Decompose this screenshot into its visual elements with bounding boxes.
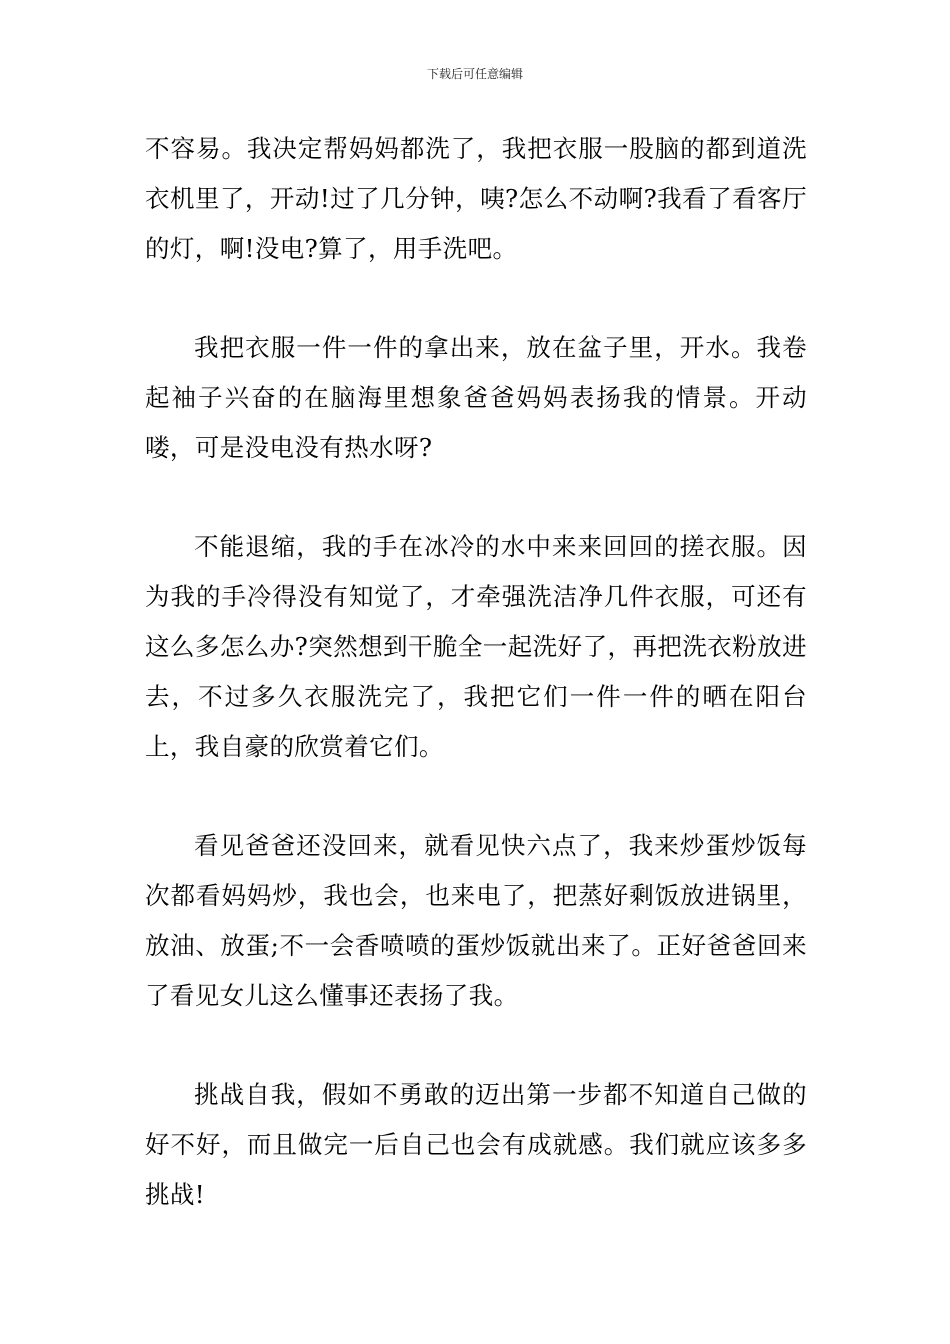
- paragraph-5: 挑战自我，假如不勇敢的迈出第一步都不知道自己做的好不好，而且做完一后自己也会有成就感。我们就应该多多挑战!: [145, 1080, 807, 1209]
- paragraph-gap: [145, 772, 807, 821]
- paragraph-4: 看见爸爸还没回来，就看见快六点了，我来炒蛋炒饭每次都看妈妈炒，我也会，也来电了，把蒸好剩饭放进锅里，放油、放蛋;不一会香喷喷的蛋炒饭就出来了。正好爸爸回来了看见女儿这么懂事还表扬了我。: [145, 831, 807, 1010]
- paragraph-2: 我把衣服一件一件的拿出来，放在盆子里，开水。我卷起袖子兴奋的在脑海里想象爸爸妈妈表扬我的情景。开动喽，可是没电没有热水呀?: [145, 333, 807, 462]
- paragraph-gap: [145, 1021, 807, 1070]
- paragraph-gap: [145, 473, 807, 522]
- paragraph-3: 不能退缩，我的手在冰冷的水中来来回回的搓衣服。因为我的手冷得没有知觉了，才牵强洗洁净几件衣服，可还有这么多怎么办?突然想到干脆全一起洗好了，再把洗衣粉放进去，不过多久衣服洗完了，我把它们一件一件的晒在阳台上，我自豪的欣赏着它们。: [145, 532, 807, 761]
- paragraph-gap: [145, 274, 807, 323]
- paragraph-1: 不容易。我决定帮妈妈都洗了，我把衣服一股脑的都到道洗衣机里了，开动!过了几分钟，咦?怎么不动啊?我看了看客厅的灯，啊!没电?算了，用手洗吧。: [145, 134, 807, 263]
- page-header: 下载后可任意编辑: [426, 67, 523, 81]
- document-body: [145, 124, 807, 1220]
